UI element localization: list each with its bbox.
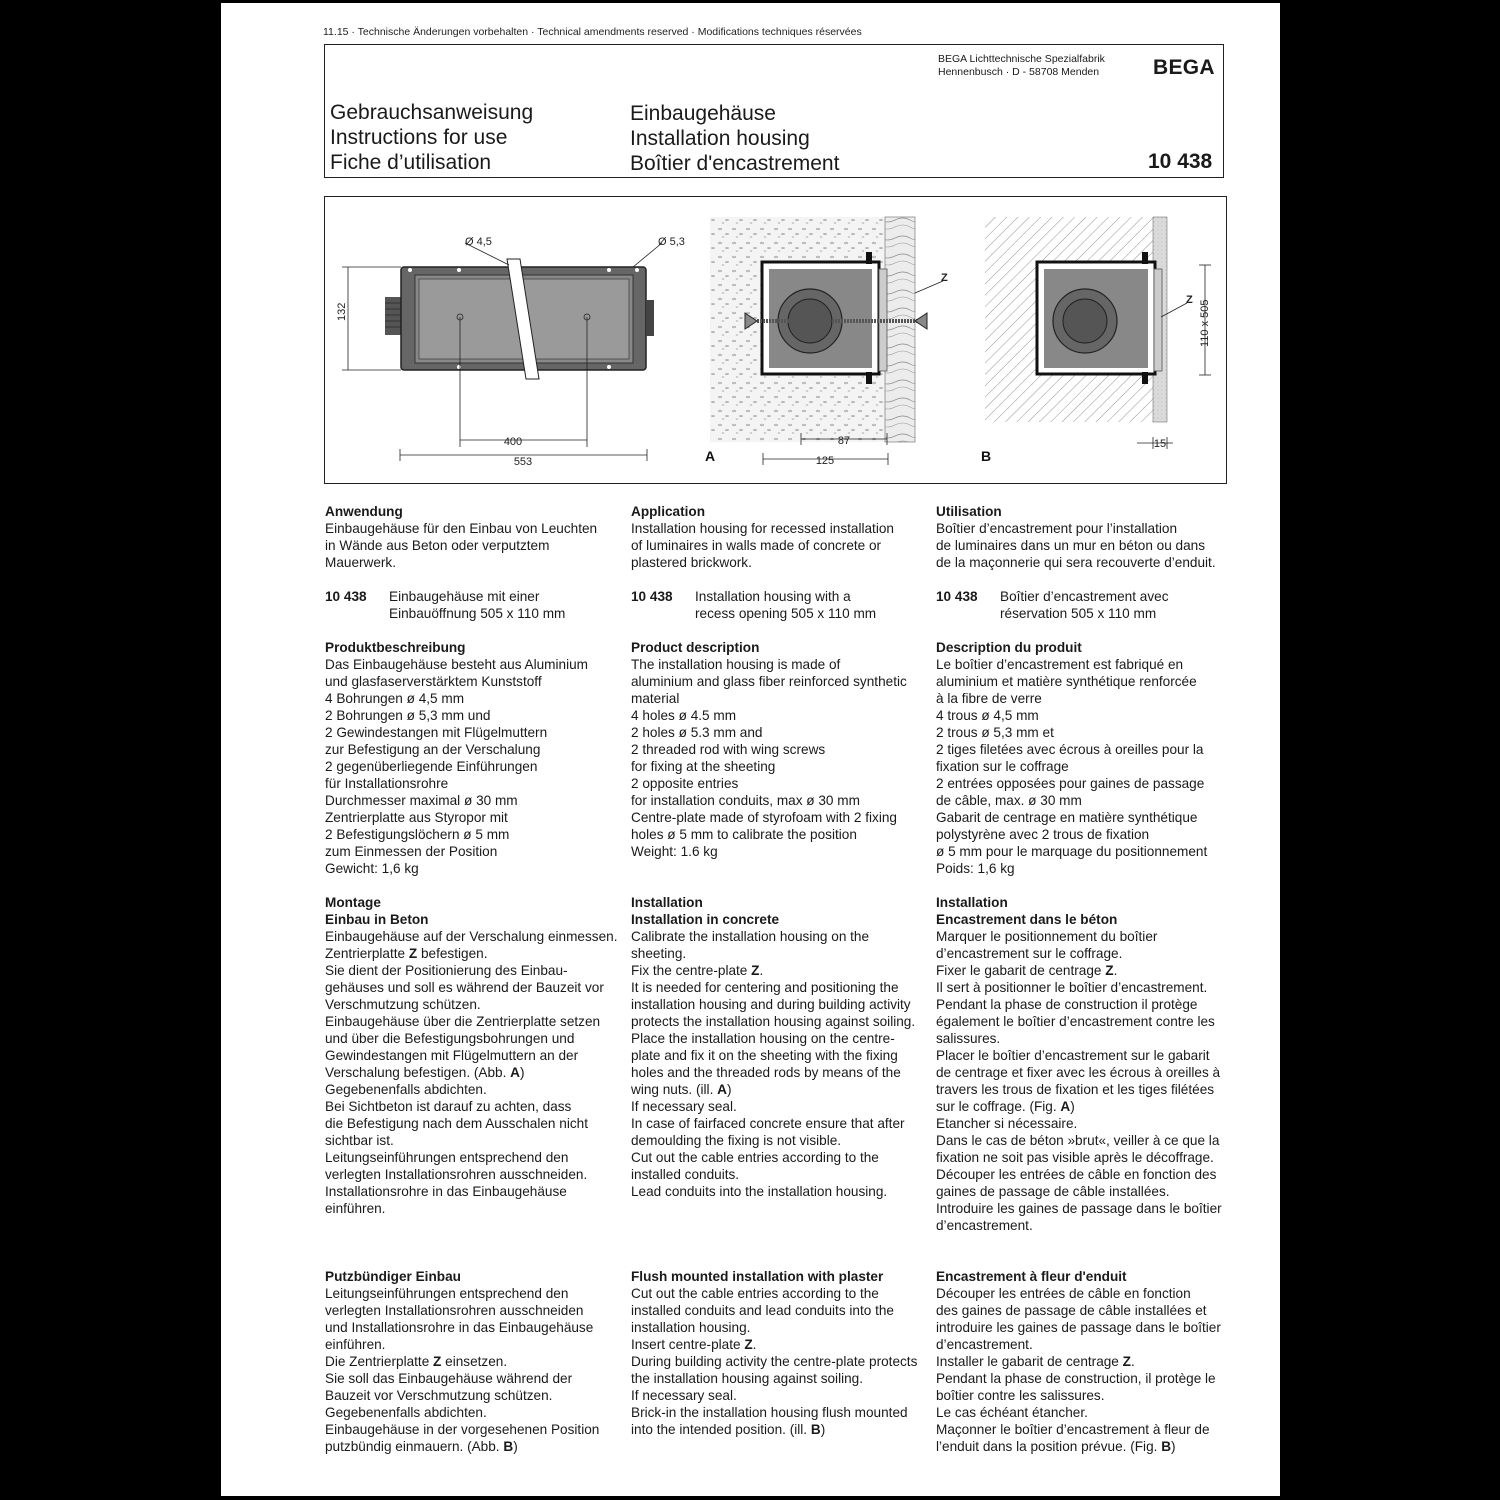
flush-heading: Flush mounted installation with plaster	[631, 1269, 884, 1284]
flush-text-line: Sie soll das Einbaugehäuse während der	[325, 1371, 573, 1386]
installation-text-line: protects the installation housing against soiling.	[631, 1014, 916, 1029]
drawing-svg	[325, 197, 1227, 484]
article-text-line: Einbaugehäuse mit einer	[389, 589, 540, 604]
flush-text-line: Leitungseinführungen entsprechend den	[325, 1286, 569, 1301]
application-text-line: Mauerwerk.	[325, 555, 397, 570]
product-title-de: Einbaugehäuse	[630, 102, 776, 125]
application-heading: Utilisation	[936, 504, 1002, 519]
article-text-line: Einbauöffnung 505 x 110 mm	[389, 606, 566, 621]
description-text-line: holes ø 5 mm to calibrate the position	[631, 827, 857, 842]
flush-text-line: putzbündig einmauern. (Abb. B)	[325, 1439, 518, 1454]
installation-text-line: und über die Befestigungsbohrungen und	[325, 1031, 575, 1046]
description-text-line: Poids: 1,6 kg	[936, 861, 1015, 876]
section-a	[705, 217, 948, 467]
description-text-line: Weight: 1.6 kg	[631, 844, 718, 859]
installation-text-line: Place the installation housing on the centre-	[631, 1031, 895, 1046]
dim-15: 15	[1153, 438, 1167, 450]
description-text-line: 4 holes ø 4.5 mm	[631, 708, 737, 723]
instruction-sheet	[221, 3, 1280, 1496]
application-text-line: de luminaires dans un mur en béton ou dans	[936, 538, 1206, 553]
description-text-line: 2 tiges filetées avec écrous à oreilles pour la	[936, 742, 1204, 757]
article-text-line: recess opening 505 x 110 mm	[695, 606, 877, 621]
installation-text-line: Lead conduits into the installation housing.	[631, 1184, 888, 1199]
description-text-line: Gabarit de centrage en matière synthétique	[936, 810, 1198, 825]
flush-text-line: Brick-in the installation housing flush mounted	[631, 1405, 908, 1420]
installation-text-line: die Befestigung nach dem Ausschalen nicht	[325, 1116, 588, 1131]
doc-title-en: Instructions for use	[330, 126, 508, 149]
description-text-line: 2 Befestigungslöchern ø 5 mm	[325, 827, 510, 842]
article-number: 10 438	[1148, 150, 1213, 173]
description-text-line: Zentrierplatte aus Styropor mit	[325, 810, 508, 825]
installation-text-line: Introduire les gaines de passage dans le boîtier	[936, 1201, 1222, 1216]
installation-subheading: Installation in concrete	[631, 912, 780, 927]
column-en	[631, 503, 931, 1438]
description-text-line: 2 gegenüberliegende Einführungen	[325, 759, 538, 774]
installation-subheading: Einbau in Beton	[325, 912, 429, 927]
flush-text-line: Einbaugehäuse in der vorgesehenen Position	[325, 1422, 600, 1437]
dim-hole-45: Ø 4,5	[465, 236, 492, 248]
company-location: Hennenbusch · D - 58708 Menden	[938, 66, 1100, 78]
description-text-line: zur Befestigung an der Verschalung	[325, 742, 541, 757]
header-box	[324, 44, 1224, 178]
dim-87: 87	[837, 435, 851, 447]
flush-text-line: des gaines de passage de câble installées et	[936, 1303, 1207, 1318]
column-fr	[936, 503, 1236, 1455]
installation-text-line: Sie dient der Positionierung des Einbau-	[325, 963, 568, 978]
flush-text-line: l’enduit dans la position prévue. (Fig. B)	[936, 1439, 1176, 1454]
description-heading: Produktbeschreibung	[325, 640, 466, 655]
installation-text-line: Pendant la phase de construction il protège	[936, 997, 1198, 1012]
description-text-line: 2 entrées opposées pour gaines de passage	[936, 776, 1205, 791]
flush-text-line: verlegten Installationsrohren ausschneiden	[325, 1303, 584, 1318]
description-text-line: 2 Bohrungen ø 5,3 mm und	[325, 708, 491, 723]
doc-title-fr: Fiche d’utilisation	[330, 151, 492, 174]
installation-text-line: Cut out the cable entries according to the	[631, 1150, 879, 1165]
revision-line: 11.15 · Technische Änderungen vorbehalten · Technical amendments reserved · Modifications techniques réservées	[323, 26, 862, 38]
installation-text-line: Fixer le gabarit de centrage Z.	[936, 963, 1118, 978]
installation-heading: Montage	[325, 895, 381, 910]
flush-text-line: d’encastrement.	[936, 1337, 1033, 1352]
flush-text-line: During building activity the centre-plate protects	[631, 1354, 918, 1369]
installation-text-line: If necessary seal.	[631, 1099, 737, 1114]
article-row-number: 10 438	[936, 589, 978, 604]
description-text-line: à la fibre de verre	[936, 691, 1042, 706]
description-text-line: material	[631, 691, 680, 706]
flush-text-line: Cut out the cable entries according to the	[631, 1286, 879, 1301]
installation-text-line: einführen.	[325, 1201, 386, 1216]
flush-text-line: Die Zentrierplatte Z einsetzen.	[325, 1354, 508, 1369]
installation-text-line: In case of fairfaced concrete ensure that after	[631, 1116, 905, 1131]
product-title-en: Installation housing	[630, 127, 810, 150]
description-text-line: 2 opposite entries	[631, 776, 739, 791]
description-text-line: Das Einbaugehäuse besteht aus Aluminium	[325, 657, 588, 672]
installation-text-line: Installationsrohre in das Einbaugehäuse	[325, 1184, 567, 1199]
installation-text-line: wing nuts. (ill. A)	[631, 1082, 732, 1097]
installation-text-line: Einbaugehäuse auf der Verschalung einmessen.	[325, 929, 618, 944]
installation-text-line: gaines de passage de câble installées.	[936, 1184, 1170, 1199]
flush-text-line: If necessary seal.	[631, 1388, 737, 1403]
description-text-line: 2 Gewindestangen mit Flügelmuttern	[325, 725, 548, 740]
article-row-number: 10 438	[325, 589, 367, 604]
article-text-line: réservation 505 x 110 mm	[1000, 606, 1157, 621]
conduit-entry-right	[646, 300, 654, 336]
description-text-line: Durchmesser maximal ø 30 mm	[325, 793, 518, 808]
description-text-line: The installation housing is made of	[631, 657, 841, 672]
description-text-line: zum Einmessen der Position	[325, 844, 498, 859]
dim-553: 553	[513, 456, 533, 468]
description-text-line: Gewicht: 1,6 kg	[325, 861, 419, 876]
installation-text-line: d’encastrement sur le coffrage.	[936, 946, 1123, 961]
installation-text-line: salissures.	[936, 1031, 1001, 1046]
product-title	[630, 101, 839, 176]
description-heading: Product description	[631, 640, 760, 655]
installation-text-line: It is needed for centering and positioning the	[631, 980, 899, 995]
installation-text-line: d’encastrement.	[936, 1218, 1033, 1233]
dim-125: 125	[815, 455, 835, 467]
company-name: BEGA Lichttechnische Spezialfabrik	[938, 53, 1105, 65]
installation-text-line: Einbaugehäuse über die Zentrierplatte setzen	[325, 1014, 601, 1029]
doc-title	[330, 100, 533, 175]
description-text-line: Le boîtier d’encastrement est fabriqué en	[936, 657, 1184, 672]
installation-text-line: sur le coffrage. (Fig. A)	[936, 1099, 1075, 1114]
brand-logo: BEGA	[1153, 56, 1215, 79]
installation-heading: Installation	[936, 895, 1008, 910]
description-text-line: 4 Bohrungen ø 4,5 mm	[325, 691, 465, 706]
application-text-line: Installation housing for recessed installation	[631, 521, 894, 536]
description-text-line: 2 trous ø 5,3 mm et	[936, 725, 1054, 740]
description-heading: Description du produit	[936, 640, 1082, 655]
installation-text-line: Gewindestangen mit Flügelmuttern an der	[325, 1048, 579, 1063]
article-row	[936, 588, 1236, 622]
column-de	[325, 503, 625, 1455]
flush-text-line: into the intended position. (ill. B)	[631, 1422, 826, 1437]
flush-text-line: und Installationsrohre in das Einbaugehäuse	[325, 1320, 594, 1335]
installation-text-line: Fix the centre-plate Z.	[631, 963, 764, 978]
flush-text-line: Maçonner le boîtier d’encastrement à fleur de	[936, 1422, 1210, 1437]
description-text-line: ø 5 mm pour le marquage du positionnement	[936, 844, 1208, 859]
flush-text-line: Installer le gabarit de centrage Z.	[936, 1354, 1135, 1369]
article-row-text	[389, 588, 565, 622]
application-text-line: in Wände aus Beton oder verputztem	[325, 538, 550, 553]
article-row	[631, 588, 931, 622]
article-row-number: 10 438	[631, 589, 673, 604]
description-text-line: for installation conduits, max ø 30 mm	[631, 793, 860, 808]
dim-height-132: 132	[336, 302, 348, 321]
flush-heading: Encastrement à fleur d'enduit	[936, 1269, 1127, 1284]
label-a: A	[705, 448, 716, 464]
application-text-line: of luminaires in walls made of concrete or	[631, 538, 882, 553]
installation-text-line: Marquer le positionnement du boîtier	[936, 929, 1158, 944]
description-text-line: polystyrène avec 2 trous de fixation	[936, 827, 1150, 842]
installation-text-line: plate and fix it on the sheeting with the fixing	[631, 1048, 898, 1063]
label-z-a: Z	[941, 272, 948, 284]
application-text-line: de la maçonnerie qui sera recouverte d’enduit.	[936, 555, 1216, 570]
application-text-line: plastered brickwork.	[631, 555, 752, 570]
installation-text-line: Placer le boîtier d’encastrement sur le gabarit	[936, 1048, 1210, 1063]
application-heading: Application	[631, 504, 706, 519]
installation-text-line: Découper les entrées de câble en fonction des	[936, 1167, 1217, 1182]
technical-drawing	[324, 196, 1227, 484]
installation-text-line: Calibrate the installation housing on the	[631, 929, 870, 944]
installation-text-line: Il sert à positionner le boîtier d’encastrement.	[936, 980, 1208, 995]
article-text-line: Boîtier d’encastrement avec	[1000, 589, 1169, 604]
company-address	[938, 53, 1105, 79]
installation-text-line: Leitungseinführungen entsprechend den	[325, 1150, 569, 1165]
dim-110x505: 110 x 505	[1199, 299, 1211, 347]
installation-text-line: Bei Sichtbeton ist darauf zu achten, dass	[325, 1099, 572, 1114]
description-text-line: für Installationsrohre	[325, 776, 449, 791]
installation-text-line: demoulding the fixing is not visible.	[631, 1133, 842, 1148]
flush-text-line: installed conduits and lead conduits into the	[631, 1303, 894, 1318]
dim-hole-53: Ø 5,3	[658, 236, 685, 248]
installation-text-line: Dans le cas de béton »brut«, veiller à ce que la	[936, 1133, 1220, 1148]
flush-text-line: introduire les gaines de passage dans le boîtier	[936, 1320, 1221, 1335]
installation-text-line: installed conduits.	[631, 1167, 740, 1182]
installation-text-line: travers les trous de fixation et les tiges filétées	[936, 1082, 1215, 1097]
application-heading: Anwendung	[325, 504, 403, 519]
installation-text-line: Zentrierplatte Z befestigen.	[325, 946, 488, 961]
doc-title-de: Gebrauchsanweisung	[330, 101, 534, 124]
description-text-line: 2 holes ø 5.3 mm and	[631, 725, 763, 740]
section-b	[981, 217, 1211, 464]
flush-text-line: Insert centre-plate Z.	[631, 1337, 757, 1352]
description-text-line: und glasfaserverstärktem Kunststoff	[325, 674, 542, 689]
installation-text-line: Verschmutzung schützen.	[325, 997, 481, 1012]
installation-text-line: sheeting.	[631, 946, 687, 961]
flush-heading: Putzbündiger Einbau	[325, 1269, 461, 1284]
flush-text-line: Découper les entrées de câble en fonction	[936, 1286, 1191, 1301]
installation-text-line: Etancher si nécessaire.	[936, 1116, 1078, 1131]
dim-400: 400	[503, 436, 523, 448]
installation-text-line: de centrage et fixer avec les écrous à oreilles à	[936, 1065, 1221, 1080]
installation-text-line: holes and the threaded rods by means of the	[631, 1065, 901, 1080]
installation-text-line: Gegebenenfalls abdichten.	[325, 1082, 487, 1097]
flush-text-line: boîtier contre les salissures.	[936, 1388, 1105, 1403]
article-row-text	[695, 588, 876, 622]
installation-text-line: verlegten Installationsrohren ausschneiden.	[325, 1167, 588, 1182]
flush-text-line: Le cas échéant étancher.	[936, 1405, 1088, 1420]
article-row-text	[1000, 588, 1169, 622]
flush-text-line: Gegebenenfalls abdichten.	[325, 1405, 487, 1420]
installation-subheading: Encastrement dans le béton	[936, 912, 1118, 927]
flush-text-line: Pendant la phase de construction, il protège le	[936, 1371, 1216, 1386]
description-text-line: Centre-plate made of styrofoam with 2 fixing	[631, 810, 897, 825]
description-text-line: fixation sur le coffrage	[936, 759, 1069, 774]
description-text-line: aluminium and glass fiber reinforced synthetic	[631, 674, 907, 689]
installation-heading: Installation	[631, 895, 703, 910]
installation-text-line: également le boîtier d’encastrement contre les	[936, 1014, 1215, 1029]
flush-text-line: installation housing.	[631, 1320, 751, 1335]
description-text-line: 2 threaded rod with wing screws	[631, 742, 826, 757]
description-text-line: 4 trous ø 4,5 mm	[936, 708, 1039, 723]
installation-text-line: gehäuses und soll es während der Bauzeit vor	[325, 980, 604, 995]
description-text-line: for fixing at the sheeting	[631, 759, 776, 774]
installation-text-line: Verschalung befestigen. (Abb. A)	[325, 1065, 525, 1080]
installation-text-line: installation housing and during building activity	[631, 997, 911, 1012]
flush-text-line: the installation housing against soiling.	[631, 1371, 864, 1386]
description-text-line: de câble, max. ø 30 mm	[936, 793, 1082, 808]
application-text-line: Einbaugehäuse für den Einbau von Leuchten	[325, 521, 598, 536]
description-text-line: aluminium et matière synthétique renforcée	[936, 674, 1197, 689]
installation-text-line: fixation ne soit pas visible après le décoffrage.	[936, 1150, 1214, 1165]
article-row	[325, 588, 625, 622]
application-text-line: Boîtier d’encastrement pour l’installation	[936, 521, 1178, 536]
label-z-b: Z	[1186, 294, 1193, 306]
product-title-fr: Boîtier d'encastrement	[630, 152, 840, 175]
label-b: B	[981, 448, 992, 464]
article-text-line: Installation housing with a	[695, 589, 851, 604]
installation-text-line: sichtbar ist.	[325, 1133, 394, 1148]
front-view	[336, 236, 685, 468]
flush-text-line: Bauzeit vor Verschmutzung schützen.	[325, 1388, 553, 1403]
flush-text-line: einführen.	[325, 1337, 386, 1352]
